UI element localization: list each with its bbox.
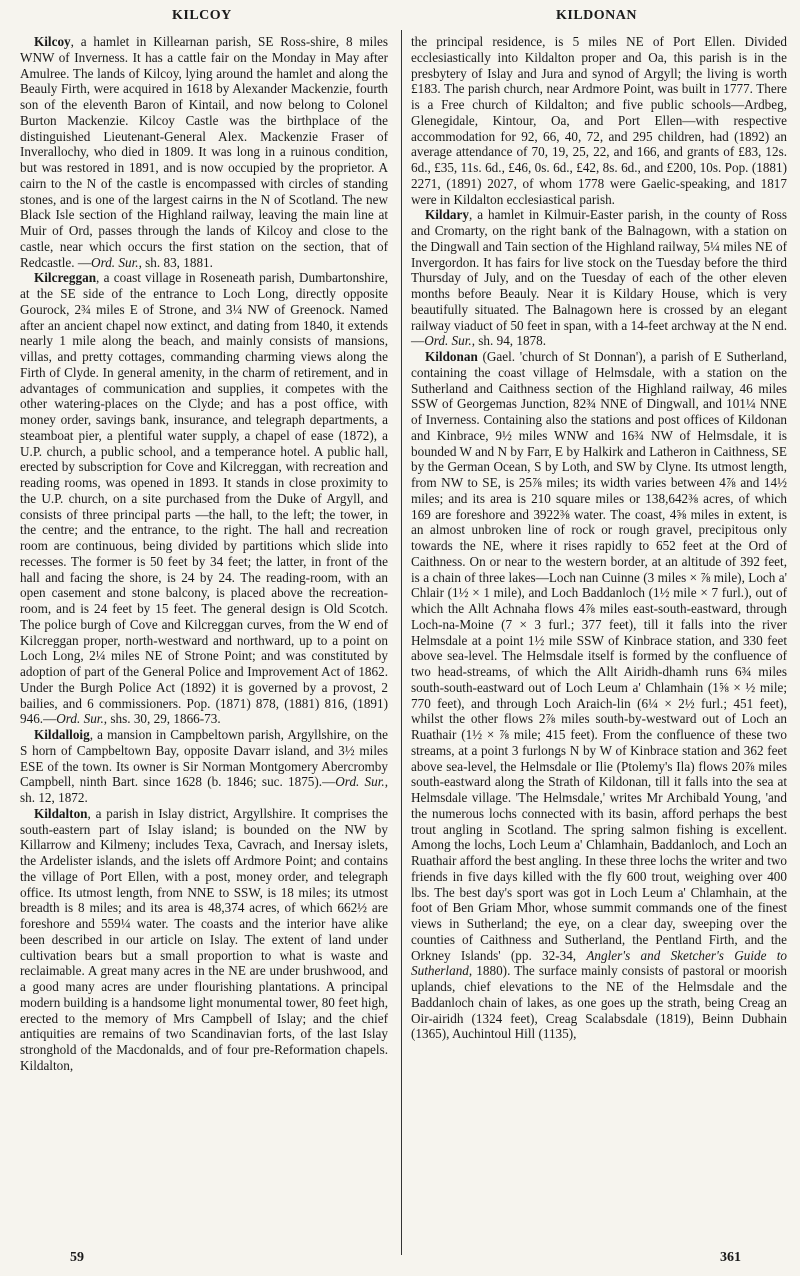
right-running-head: KILDONAN <box>556 8 638 23</box>
left-running-head: KILCOY <box>172 8 232 23</box>
entry-kildalton-continued: the principal residence, is 5 miles NE of Port Ellen. Divided ecclesiastically into Kildalton proper and Oa, this parish is in the presbytery of Islay and Jura and synod of Argyll; the living is worth £183. The parish church, near Ardmore Point, was built in 1777. There is a Free church of Kildalton; and five public schools—Ardbeg, Glenegidale, Kintour, Oa, and Port Ellen—with respective accommodation for 92, 66, 40, 72, and 295 children, had (1892) an average attendance of 70, 19, 25, 22, and 166, and grants of £83, 12s. 6d., £35, 11s. 6d., £46, 0s. 6d., £42, 8s. 6d., and £200, 10s. Pop. (1881) 2271, (1891) 2027, of whom 1778 were Gaelic-speaking, and 1817 were in Kildalton ecclesiastical parish. <box>411 34 787 207</box>
entry-text: , a hamlet in Kilmuir-Easter parish, in the county of Ross and Cromarty, on the right bank of the Balnagown, with a station on the Dingwall and Tain section of the Highland railway, 5¼ miles NE of Invergordon. It has fairs for live stock on the Tuesday before the third Thursday of July, and on the Tuesday of each of the other eleven months before Beauly. Near it is Kildary House, which is very beautifully situated. The Balnagown here is crossed by an elegant railway viaduct of 50 feet in span, with a 14-feet archway at the N end.— <box>411 207 787 349</box>
entry-headword: Kildonan <box>425 349 478 364</box>
entry-kildalton <box>20 806 388 1074</box>
signature-mark: 59 <box>70 1250 84 1265</box>
entry-ref: Ord. Sur. <box>424 333 472 349</box>
entry-headword: Kildalton <box>34 805 88 821</box>
entry-tail: , 1880). The surface mainly consists of pastoral or moorish uplands, chief elevations to the NE of the Helmsdale and the Baddanloch chain of lakes, as one goes up the strath, being Creag an Oir-airidh (1324 feet), Creag Scalabsdale (1819), Beinn Dubhain (1365), Auchintoul Hill (1135), <box>411 963 787 1042</box>
entry-ref: Ord. Sur. <box>91 254 139 270</box>
entry-tail: , sh. 83, 1881. <box>138 254 213 270</box>
entry-text: (Gael. 'church of St Donnan'), a parish of E Sutherland, containing the coast village of Helmsdale, with a station on the Sutherland and Caithness section of the Highland railway, 46 miles SSW of Georgemas Junction, 82¾ NNE of Dingwall, and 101¼ NNE of Inverness. Containing also the stations and post offices of Kildonan and Kinbrace, 9½ miles WNW and 16¾ NW of Helmsdale, it is bounded W and N by Farr, E by Halkirk and Latheron in Caithness, SE by the German Ocean, S by Loth, and SW by Clyne. Its utmost length, from NW to SE, is 25⅞ miles; its width varies between 4⅞ and 14½ miles; and its area is 210 square miles or 138,642⅜ acres, of which 169 are foreshore and 3922⅜ water. The coast, 4⅝ miles in extent, is an almost unbroken line of rock or rough gravel, precipitous only towards the NE, where it rises rapidly to 652 feet at the Ord of Caithness. On or near to the western border, at an altitude of 392 feet, is a chain of three lakes—Loch nan Cuinne (3 miles × ⅞ mile), Loch a' Chlair (1½ × 1 mile), and Loch Baddanloch (1½ mile × 7 furl.), out of which the Allt Achnaha flows 4⅞ miles east-south-eastward, through Loch-na-Moine (7 × 3 furl.; 377 feet), till it falls into the river Helmsdale at a point 1½ mile SSW of Kinbrace station, and 330 feet above sea-level. The Helmsdale itself is formed by the confluence of two head-streams, of which the Allt Airidh-dhamh runs 6¾ miles south-south-eastward out of Loch Leum a' Chlamhain (1⅝ × ½ mile; 770 feet), and through Loch Araich-lin (6¼ × 2½ furl.; 451 feet), whilst the other flows 2⅞ miles south-by-westward out of Loch an Ruathair (1½ × ⅞ mile; 415 feet). From the confluence of these two streams, at a point 3 furlongs N by W of Kinbrace station and 362 feet above sea-level, the Helmsdale or Ilie (Ptolemy's Ila) flows 20⅞ miles south-eastward along the Strath of Kildonan, till it falls into the sea at Helmsdale village. 'The Helmsdale,' writes Mr Archibald Young, 'and the numerous lochs connected with its basin, afford perhaps the best trout angling in Scotland. The spring salmon fishing is excellent. Among the lochs, Loch Leum a' Chlamhain, Baddanloch, and Loch an Ruathair afford the best angling. In these three lochs the writer and two friends in five days killed with the fly 600 trout, weighing over 400 lbs. The best day's sport was got in Loch Leum a' Chlamhain, at the foot of Ben Griam Mhor, whose summit commands one of the finest views in Sutherland; the eye, on a clear day, sweeping over the counties of Caithness and Sutherland, the Pentland Firth, and the Orkney Islands' (pp. 32-34, <box>411 349 787 963</box>
entry-ref: Ord. Sur. <box>335 774 385 790</box>
entry-text: , a parish in Islay district, Argyllshire. It comprises the south-eastern part of Islay island; is bounded on the NW by Killarrow and Kilmeny; includes Texa, Cavrach, and Inersay islets, the Ardelister islands, and the islets off Ardmore Point; and contains the village of Port Ellen, with a post, money order, and telegraph office. Its utmost length, from NNE to SSW, is 18 miles; its utmost breadth is 8 miles; and its area is 48,374 acres, of which 662½ are foreshore and 559¼ water. The coasts and the interior have alike been described in our article on Islay. The extent of land under cultivation bears but a small proportion to what is waste and reclaimable. A great many acres in the NE are under brushwood, and a good many acres are under flourishing plantations. A principal modern building is a handsome light monumental tower, 80 feet high, erected to the memory of Mrs Campbell of Islay; and the chief antiquities are remains of two Scandinavian forts, of the last Islay stronghold of the Macdonalds, and of four pre-Reformation chapels. Kildalton, <box>20 805 388 1073</box>
left-column <box>20 34 388 1074</box>
entry-ref: Ord. Sur. <box>56 711 104 727</box>
running-header <box>0 8 800 28</box>
column-divider <box>401 30 402 1255</box>
entry-headword: Kildalloig <box>34 727 90 742</box>
right-column <box>411 34 787 1042</box>
entry-tail: , shs. 30, 29, 1866-73. <box>103 711 221 727</box>
entry-text: , a mansion in Campbeltown parish, Argyllshire, on the S horn of Campbeltown Bay, opposite Davarr island, and 3½ miles ESE of the town. Its owner is Sir Norman Montgomery Abercromby Campbell, ninth Bart. since 1628 (b. 1846; suc. 1875).— <box>20 727 388 790</box>
entry-tail: , sh. 94, 1878. <box>471 333 547 349</box>
entry-kilcoy <box>20 34 388 270</box>
entry-text: , a coast village in Roseneath parish, Dumbartonshire, at the SE side of the entrance to Loch Long, directly opposite Gourock, 2¾ miles E of Strone, and 3¼ NW of Greenock. Named after an ancient chapel now extinct, and dating from 1840, it extends nearly 1 mile along the beach, and mainly consists of mansions, villas, and pretty cottages, commanding charming views along the Firth of Clyde. In general amenity, in the charm of retirement, and in advantages of communication and supplies, it competes with the other watering-places on the Clyde; and has a post office, with money order, savings bank, insurance, and telegraph departments, a steamboat pier, a plentiful water supply, a chapel of ease (1872), a U.P. church, a public school, and a temperance hotel. A public hall, erected by subscription for Cove and Kilcreggan, with recreation and reading rooms, was opened in 1893. It stands in close proximity to the U.P. church, on a site purchased from the Duke of Argyll, and consists of three principal parts —the hall, to the left; the tower, in the centre; and the entrance, to the right. The hall and recreation room are continuous, being divided by partitions which slide into recesses. The former is 50 feet by 34 feet; the latter, in front of the hall and facing the shore, is 24 by 24. The reading-room, with an open casement and stone balcony, is placed above the recreation-room, and is 24 feet by 15 feet. The general design is Old Scotch. The police burgh of Cove and Kilcreggan curves, from the W end of Kilcreggan proper, north-westward and northward, up to a point on Loch Long, 2¼ miles NE of Strone Point; and was constituted by adoption of part of the General Police and Improvement Act of 1862. Under the Burgh Police Act (1892) it is governed by a provost, 2 bailies, and 6 commissioners. Pop. (1871) 878, (1881) 816, (1891) 946.— <box>20 270 388 727</box>
entry-text: , a hamlet in Killearnan parish, SE Ross-shire, 8 miles WNW of Inverness. It has a cattle fair on the Monday in May after Amulree. The lands of Kilcoy, lying around the hamlet and along the Beauly Firth, were acquired in 1618 by Alexander Mackenzie, fourth son of the eleventh Baron of Kintail, and now belong to Colonel Burton Mackenzie. Kilcoy Castle was the birthplace of the distinguished Lieutenant-General Alex. Mackenzie Fraser of Inverallochy, who died in 1809. It was long in a ruinous condition, but was restored in 1891, and is now occupied by the proprietor. A cairn to the N of the castle is encompassed with circles of standing stones, and is one of the largest cairns in the N of Scotland. The new Black Isle section of the Highland railway, leaving the main line at Muir of Ord, passes through the lands of Kilcoy and close to the castle, near which occurs the first station on the section, that of Redcastle. — <box>20 34 388 270</box>
entry-tail: , sh. 12, 1872. <box>20 774 388 805</box>
entry-ref: Angler's and Sketcher's Guide to Sutherland <box>411 947 787 979</box>
entry-headword: Kilcoy <box>34 34 71 49</box>
entry-kildalloig <box>20 727 388 806</box>
entry-kildonan <box>411 349 787 1042</box>
page-number: 361 <box>720 1250 741 1265</box>
entry-headword: Kilcreggan <box>34 270 97 286</box>
entry-kilcreggan <box>20 270 388 727</box>
entry-headword: Kildary <box>425 207 469 223</box>
entry-kildary <box>411 207 787 349</box>
